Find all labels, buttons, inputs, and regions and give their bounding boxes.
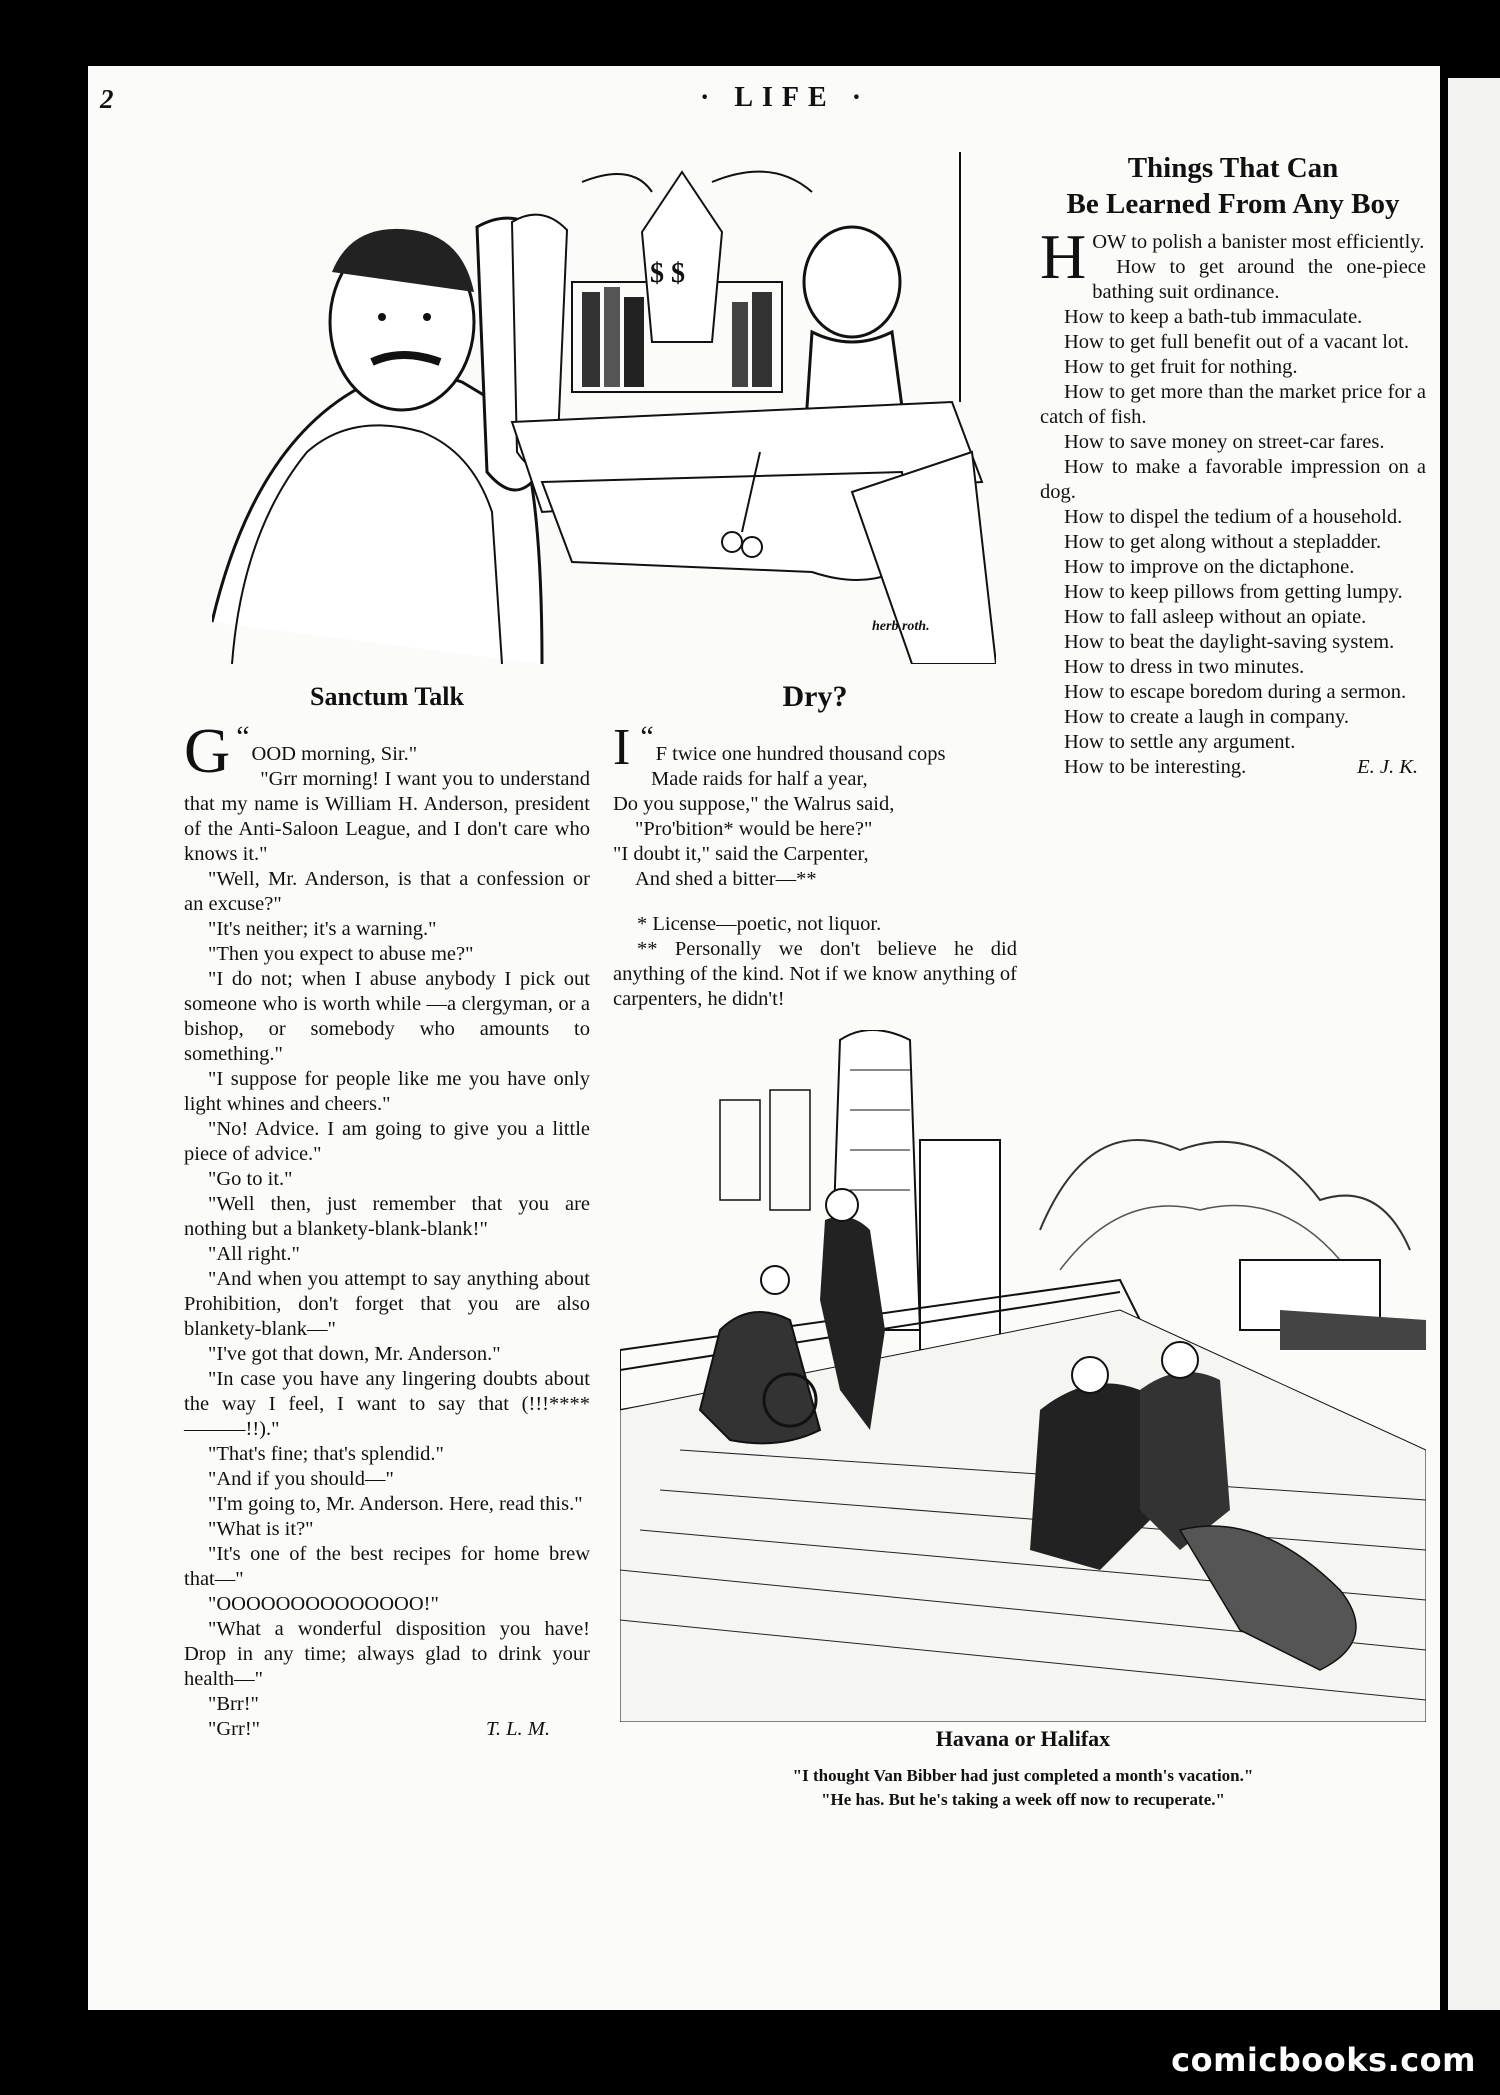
list-item: How to get full benefit out of a vacant lot.: [1064, 331, 1409, 353]
dropcap: I: [613, 719, 631, 776]
footnote: ** Personally we don't believe he did anything of the kind. Not if we know anything of carpenters, he didn't!: [613, 938, 1017, 1010]
list-item: How to beat the daylight-saving system.: [1064, 631, 1395, 653]
sanctum-paragraphs: [184, 767, 590, 1717]
things-title-line1: Things That Can: [1127, 152, 1339, 184]
list-item: How to get along without a stepladder.: [1064, 531, 1382, 553]
paragraph: "Well, Mr. Anderson, is that a confession or an excuse?": [184, 868, 590, 915]
list-item: How to keep pillows from getting lumpy.: [1064, 581, 1403, 603]
list-item: How to dispel the tedium of a household.: [1064, 506, 1403, 528]
paragraph: "Go to it.": [208, 1168, 293, 1190]
paragraph: "No! Advice. I am going to give you a little piece of advice.": [184, 1118, 590, 1165]
verse-line: Made raids for half a year,: [651, 768, 868, 790]
artist-signature: herb roth.: [872, 619, 930, 634]
paragraph: "I do not; when I abuse anybody I pick out someone who is worth while —a clergyman, or a bishop, or somebody who amounts to something.": [184, 968, 590, 1065]
paragraph: "It's one of the best recipes for home brew that—": [184, 1543, 590, 1590]
list-item: How to settle any argument.: [1064, 731, 1296, 753]
top-illustration: [212, 152, 996, 664]
things-signature: E. J. K.: [1357, 756, 1418, 778]
list-item: How to get fruit for nothing.: [1064, 356, 1298, 378]
verse-line: "Pro'bition* would be here?": [635, 818, 873, 840]
paragraph: "OOOOOOOOOOOOOO!": [208, 1593, 439, 1615]
dry-title: Dry?: [782, 680, 848, 713]
paragraph: "What is it?": [208, 1518, 314, 1540]
list-item: How to create a laugh in company.: [1064, 706, 1349, 728]
list-item: How to fall asleep without an opiate.: [1064, 606, 1367, 628]
dry-verse: [613, 719, 1017, 892]
svg-text:$ $: $ $: [650, 258, 685, 289]
paragraph: "And if you should—": [208, 1468, 394, 1490]
paragraph: "That's fine; that's splendid.": [208, 1443, 444, 1465]
list-item: How to get more than the market price for a catch of fish.: [1040, 381, 1426, 428]
list-item: How to save money on street-car fares.: [1064, 431, 1385, 453]
list-item: How to keep a bath-tub immaculate.: [1064, 306, 1363, 328]
next-page-edge: [1448, 78, 1500, 2010]
paragraph: "I've got that down, Mr. Anderson.": [208, 1343, 501, 1365]
paragraph: "Brr!": [208, 1693, 259, 1715]
paragraph: "It's neither; it's a warning.": [208, 918, 437, 940]
paragraph: “ G OOD morning, Sir.": [184, 715, 418, 786]
verse-line: Do you suppose," the Walrus said,: [613, 793, 895, 815]
sanctum-signature: T. L. M.: [486, 1718, 550, 1740]
page-number: 2: [100, 84, 114, 114]
verse-line: And shed a bitter—**: [635, 868, 817, 890]
things-title-line2: Be Learned From Any Boy: [1066, 188, 1400, 220]
dry-footnotes: [613, 912, 1017, 1012]
paragraph: "Well then, just remember that you are nothing but a blankety-blank-blank!": [184, 1193, 590, 1240]
last-line: "Grr!" T. L. M.: [184, 1717, 590, 1742]
dropcap: H: [1040, 221, 1087, 292]
boardwalk-cartoon: [620, 1030, 1426, 1722]
list-item: How to get around the one-piece bathing suit ordinance.: [1092, 256, 1426, 303]
sanctum-column: [184, 682, 590, 1742]
paragraph: "In case you have any lingering doubts about the way I feel, I want to say that (!!!****———!!).": [184, 1368, 590, 1440]
verse-line: "I doubt it," said the Carpenter,: [613, 843, 869, 865]
paragraph: "Grr morning! I want you to understand that my name is William H. Anderson, president of the Anti-Saloon League, and I don't care who knows it.": [184, 768, 590, 865]
cartoon-caption-line-1: "I thought Van Bibber had just completed a month's vacation.": [792, 1766, 1254, 1785]
list-item: How to improve on the dictaphone.: [1064, 556, 1355, 578]
paragraph: "I suppose for people like me you have only light whines and cheers.": [184, 1068, 590, 1115]
list-item: How to dress in two minutes.: [1064, 656, 1305, 678]
list-item: How to escape boredom during a sermon.: [1064, 681, 1407, 703]
list-item: How to make a favorable impression on a dog.: [1040, 456, 1426, 503]
sanctum-title: Sanctum Talk: [310, 682, 464, 711]
cartoon-title: Havana or Halifax: [935, 1726, 1111, 1751]
paragraph: "All right.": [208, 1243, 300, 1265]
running-head: · LIFE ·: [700, 82, 871, 113]
things-title: [1040, 150, 1426, 222]
paragraph: "Then you expect to abuse me?": [208, 943, 474, 965]
cartoon-caption-line-2: "He has. But he's taking a week off now to recuperate.": [821, 1790, 1225, 1809]
paragraph: "I'm going to, Mr. Anderson. Here, read this.": [208, 1493, 583, 1515]
dry-column: [613, 682, 1017, 1012]
list-item: HOW to polish a banister most efficiently.: [1040, 221, 1425, 292]
things-list: [1040, 221, 1426, 780]
dropcap: G: [184, 715, 231, 786]
footnote: * License—poetic, not liquor.: [637, 913, 882, 935]
list-item-last: How to be interesting. E. J. K.: [1040, 755, 1426, 780]
things-column: [1040, 150, 1426, 780]
verse-line: “ I F twice one hundred thousand cops: [613, 719, 946, 776]
paragraph: "And when you attempt to say anything about Prohibition, don't forget that you are also blankety-blank—": [184, 1268, 590, 1340]
watermark: comicbooks.com: [1171, 2041, 1476, 2079]
paragraph: "What a wonderful disposition you have! Drop in any time; always glad to drink your health—": [184, 1618, 590, 1690]
